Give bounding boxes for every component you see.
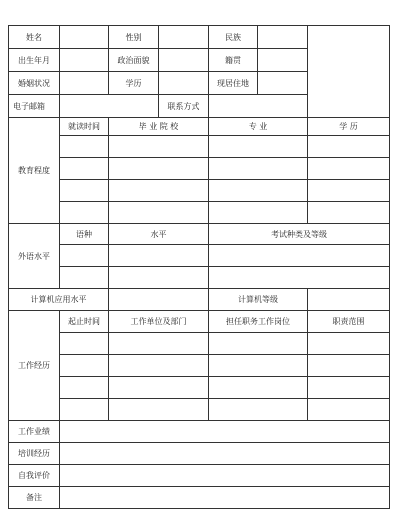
education-header-period: 就读时间 xyxy=(60,118,109,136)
computer-level-field[interactable] xyxy=(109,289,209,311)
work-cell[interactable] xyxy=(60,355,109,377)
political-status-label: 政治面貌 xyxy=(109,49,159,72)
education-header-school: 毕 业 院 校 xyxy=(109,118,209,136)
education-cell[interactable] xyxy=(60,202,109,224)
education-cell[interactable] xyxy=(308,202,390,224)
education-cell[interactable] xyxy=(109,202,209,224)
work-header-period: 起止时间 xyxy=(60,311,109,333)
work-section-label: 工作经历 xyxy=(9,311,60,421)
native-place-label: 籍贯 xyxy=(209,49,258,72)
education-cell[interactable] xyxy=(60,180,109,202)
remarks-label: 备注 xyxy=(9,487,60,509)
contact-field[interactable] xyxy=(209,95,308,118)
self-evaluation-field[interactable] xyxy=(60,465,390,487)
education-cell[interactable] xyxy=(308,180,390,202)
education-cell[interactable] xyxy=(60,158,109,180)
work-header-employer: 工作单位及部门 xyxy=(109,311,209,333)
birth-field[interactable] xyxy=(60,49,109,72)
political-status-field[interactable] xyxy=(159,49,209,72)
performance-field[interactable] xyxy=(60,421,390,443)
work-cell[interactable] xyxy=(60,399,109,421)
work-cell[interactable] xyxy=(308,333,390,355)
education-cell[interactable] xyxy=(308,136,390,158)
application-form-table xyxy=(8,25,390,509)
email-label: 电子邮箱 xyxy=(9,95,60,118)
education-cell[interactable] xyxy=(308,158,390,180)
work-cell[interactable] xyxy=(60,377,109,399)
gender-field[interactable] xyxy=(159,26,209,49)
degree-field[interactable] xyxy=(159,72,209,95)
name-label: 姓名 xyxy=(9,26,60,49)
language-cell[interactable] xyxy=(109,267,209,289)
marital-status-label: 婚姻状况 xyxy=(9,72,60,95)
education-cell[interactable] xyxy=(109,158,209,180)
education-cell[interactable] xyxy=(209,136,308,158)
education-header-major: 专 业 xyxy=(209,118,308,136)
work-cell[interactable] xyxy=(209,333,308,355)
degree-label: 学历 xyxy=(109,72,159,95)
self-evaluation-label: 自我评价 xyxy=(9,465,60,487)
residence-label: 现居住地 xyxy=(209,72,258,95)
email-field[interactable] xyxy=(60,95,159,118)
remarks-field[interactable] xyxy=(60,487,390,509)
language-section-label: 外语水平 xyxy=(9,224,60,289)
education-cell[interactable] xyxy=(60,136,109,158)
language-cell[interactable] xyxy=(60,267,109,289)
gender-label: 性别 xyxy=(109,26,159,49)
work-cell[interactable] xyxy=(109,399,209,421)
native-place-field[interactable] xyxy=(258,49,308,72)
education-header-degree: 学 历 xyxy=(308,118,390,136)
work-cell[interactable] xyxy=(60,333,109,355)
language-header-exam: 考试种类及等级 xyxy=(209,224,390,245)
language-cell[interactable] xyxy=(109,245,209,267)
work-header-position: 担任职务工作岗位 xyxy=(209,311,308,333)
education-section-label: 教育程度 xyxy=(9,118,60,224)
work-cell[interactable] xyxy=(109,355,209,377)
language-header-level: 水平 xyxy=(109,224,209,245)
work-header-duties: 职责范围 xyxy=(308,311,390,333)
work-cell[interactable] xyxy=(109,377,209,399)
training-label: 培训经历 xyxy=(9,443,60,465)
marital-status-field[interactable] xyxy=(60,72,109,95)
work-cell[interactable] xyxy=(308,355,390,377)
work-cell[interactable] xyxy=(308,399,390,421)
ethnicity-label: 民族 xyxy=(209,26,258,49)
language-cell[interactable] xyxy=(60,245,109,267)
training-field[interactable] xyxy=(60,443,390,465)
birth-label: 出生年月 xyxy=(9,49,60,72)
work-cell[interactable] xyxy=(109,333,209,355)
language-cell[interactable] xyxy=(209,245,390,267)
computer-level-label: 计算机应用水平 xyxy=(9,289,109,311)
computer-grade-field[interactable] xyxy=(308,289,390,311)
computer-grade-label: 计算机等级 xyxy=(209,289,308,311)
education-cell[interactable] xyxy=(209,158,308,180)
work-cell[interactable] xyxy=(209,377,308,399)
education-cell[interactable] xyxy=(209,180,308,202)
language-header-type: 语种 xyxy=(60,224,109,245)
ethnicity-field[interactable] xyxy=(258,26,308,49)
photo-box xyxy=(308,26,390,118)
work-cell[interactable] xyxy=(209,399,308,421)
name-field[interactable] xyxy=(60,26,109,49)
language-cell[interactable] xyxy=(209,267,390,289)
contact-label: 联系方式 xyxy=(159,95,209,118)
performance-label: 工作业绩 xyxy=(9,421,60,443)
residence-field[interactable] xyxy=(258,72,308,95)
education-cell[interactable] xyxy=(209,202,308,224)
work-cell[interactable] xyxy=(209,355,308,377)
education-cell[interactable] xyxy=(109,180,209,202)
work-cell[interactable] xyxy=(308,377,390,399)
education-cell[interactable] xyxy=(109,136,209,158)
